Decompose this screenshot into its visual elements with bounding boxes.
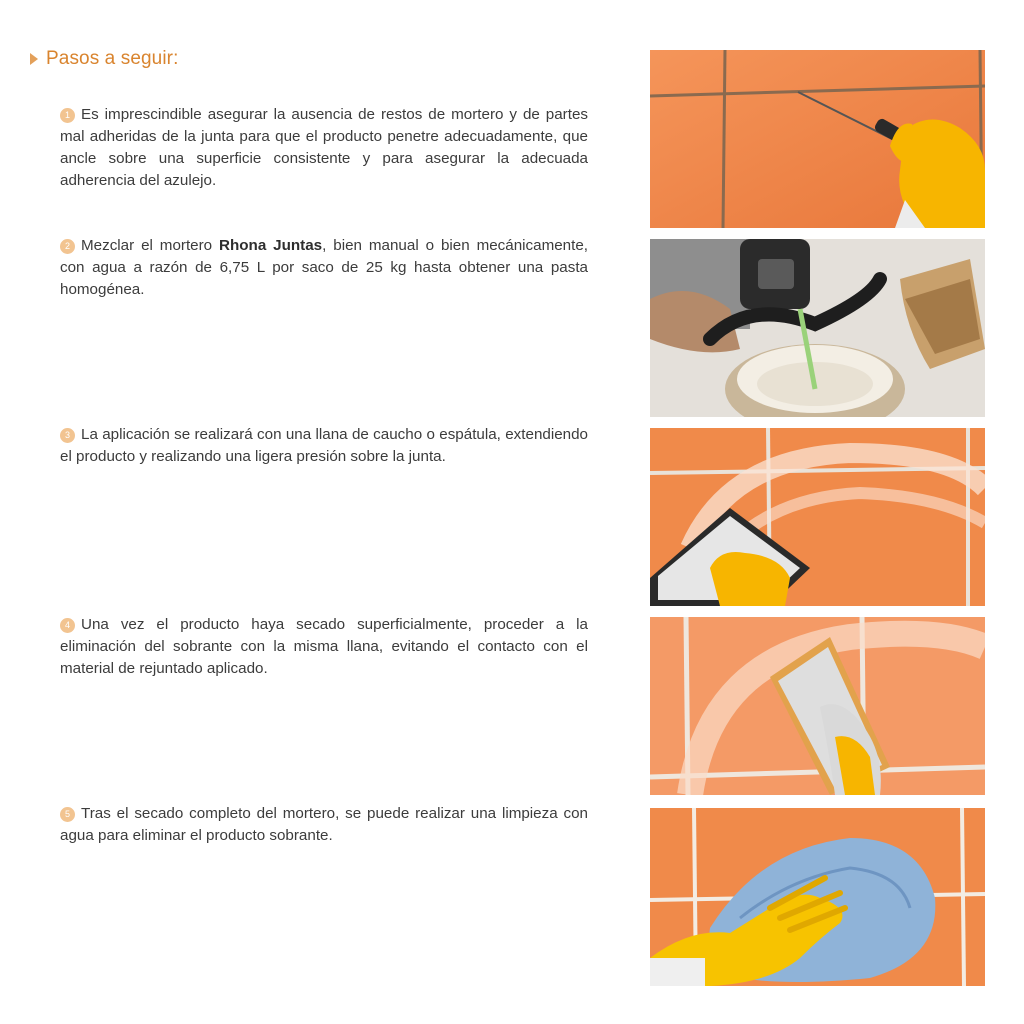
photo-mixing-mortar-illustration [650, 239, 985, 417]
photo-applying-grout [650, 428, 985, 606]
step-text-continued: , bien manual o bien mecánicamente, con agua a razón de 6,75 L por saco de 25 kg hasta obtener una pasta homogénea. [60, 237, 588, 298]
photo-mixing-mortar [650, 239, 985, 417]
photo-removing-excess [650, 617, 985, 795]
step-number-badge: 1 [60, 108, 75, 123]
step-text: Es imprescindible asegurar la ausencia de restos de mortero y de partes mal adheridas de la junta para que el producto penetre adecuadamente, que ancle sobre una superficie consistente y para asegurar la adecuada adherencia del azulejo. [60, 106, 588, 189]
photo-scraping-joint [650, 50, 985, 228]
step-text: Una vez el producto haya secado superficialmente, proceder a la eliminación del sobrante con la misma llana, evitando el contacto con el material de rejuntado aplicado. [60, 616, 588, 677]
step-1 [60, 104, 588, 192]
step-5 [60, 803, 588, 847]
triangle-bullet-icon [30, 53, 38, 65]
step-text: La aplicación se realizará con una llana de caucho o espátula, extendiendo el producto y realizando una ligera presión sobre la junta. [60, 426, 588, 465]
step-text: Tras el secado completo del mortero, se puede realizar una limpieza con agua para eliminar el producto sobrante. [60, 805, 588, 844]
step-number-badge: 2 [60, 239, 75, 254]
photo-cleaning-cloth [650, 808, 985, 986]
page-title: Pasos a seguir: [46, 48, 179, 69]
step-number-badge: 4 [60, 618, 75, 633]
product-name: Rhona Juntas [219, 237, 323, 254]
section-heading [30, 48, 178, 70]
step-2 [60, 235, 588, 301]
step-4 [60, 614, 588, 680]
photo-removing-excess-illustration [650, 617, 985, 795]
step-text: Mezclar el mortero [81, 237, 220, 254]
step-number-badge: 3 [60, 428, 75, 443]
photo-scraping-joint-illustration [650, 50, 985, 228]
step-3 [60, 424, 588, 468]
photo-cleaning-cloth-illustration [650, 808, 985, 986]
photo-applying-grout-illustration [650, 428, 985, 606]
step-number-badge: 5 [60, 807, 75, 822]
